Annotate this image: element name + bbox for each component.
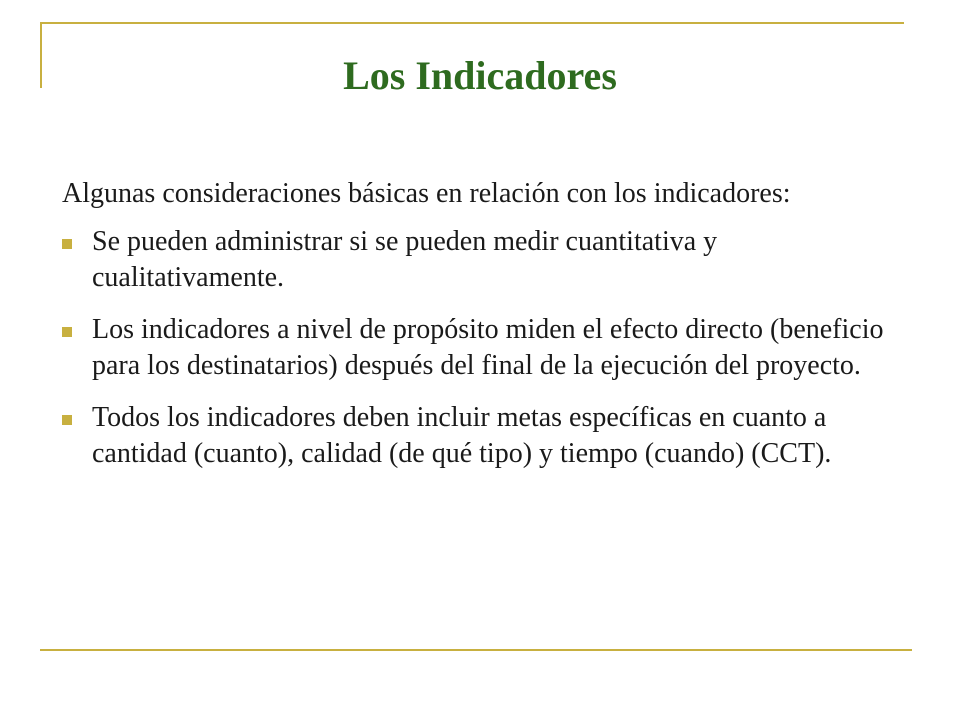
bullet-text: Todos los indicadores deben incluir metas específicas en cuanto a cantidad (cuanto), calidad (de qué tipo) y tiempo (cuando) (CCT). bbox=[92, 402, 832, 469]
bullet-text: Se pueden administrar si se pueden medir cuantitativa y cualitativamente. bbox=[92, 226, 718, 293]
intro-text: Algunas consideraciones básicas en relación con los indicadores: bbox=[62, 178, 791, 209]
square-bullet-icon bbox=[62, 327, 72, 337]
square-bullet-icon bbox=[62, 239, 72, 249]
bullet-text: Los indicadores a nivel de propósito miden el efecto directo (beneficio para los destinatarios) después del final de la ejecución del proyecto. bbox=[92, 314, 884, 381]
top-border-line bbox=[40, 22, 904, 24]
slide-body bbox=[62, 176, 902, 488]
bottom-border-line bbox=[40, 649, 912, 651]
slide-title: Los Indicadores bbox=[343, 53, 617, 98]
square-bullet-icon bbox=[62, 415, 72, 425]
bullet-list bbox=[62, 224, 902, 472]
bullet-item bbox=[62, 312, 902, 384]
bullet-item bbox=[62, 224, 902, 296]
bullet-item bbox=[62, 400, 902, 472]
